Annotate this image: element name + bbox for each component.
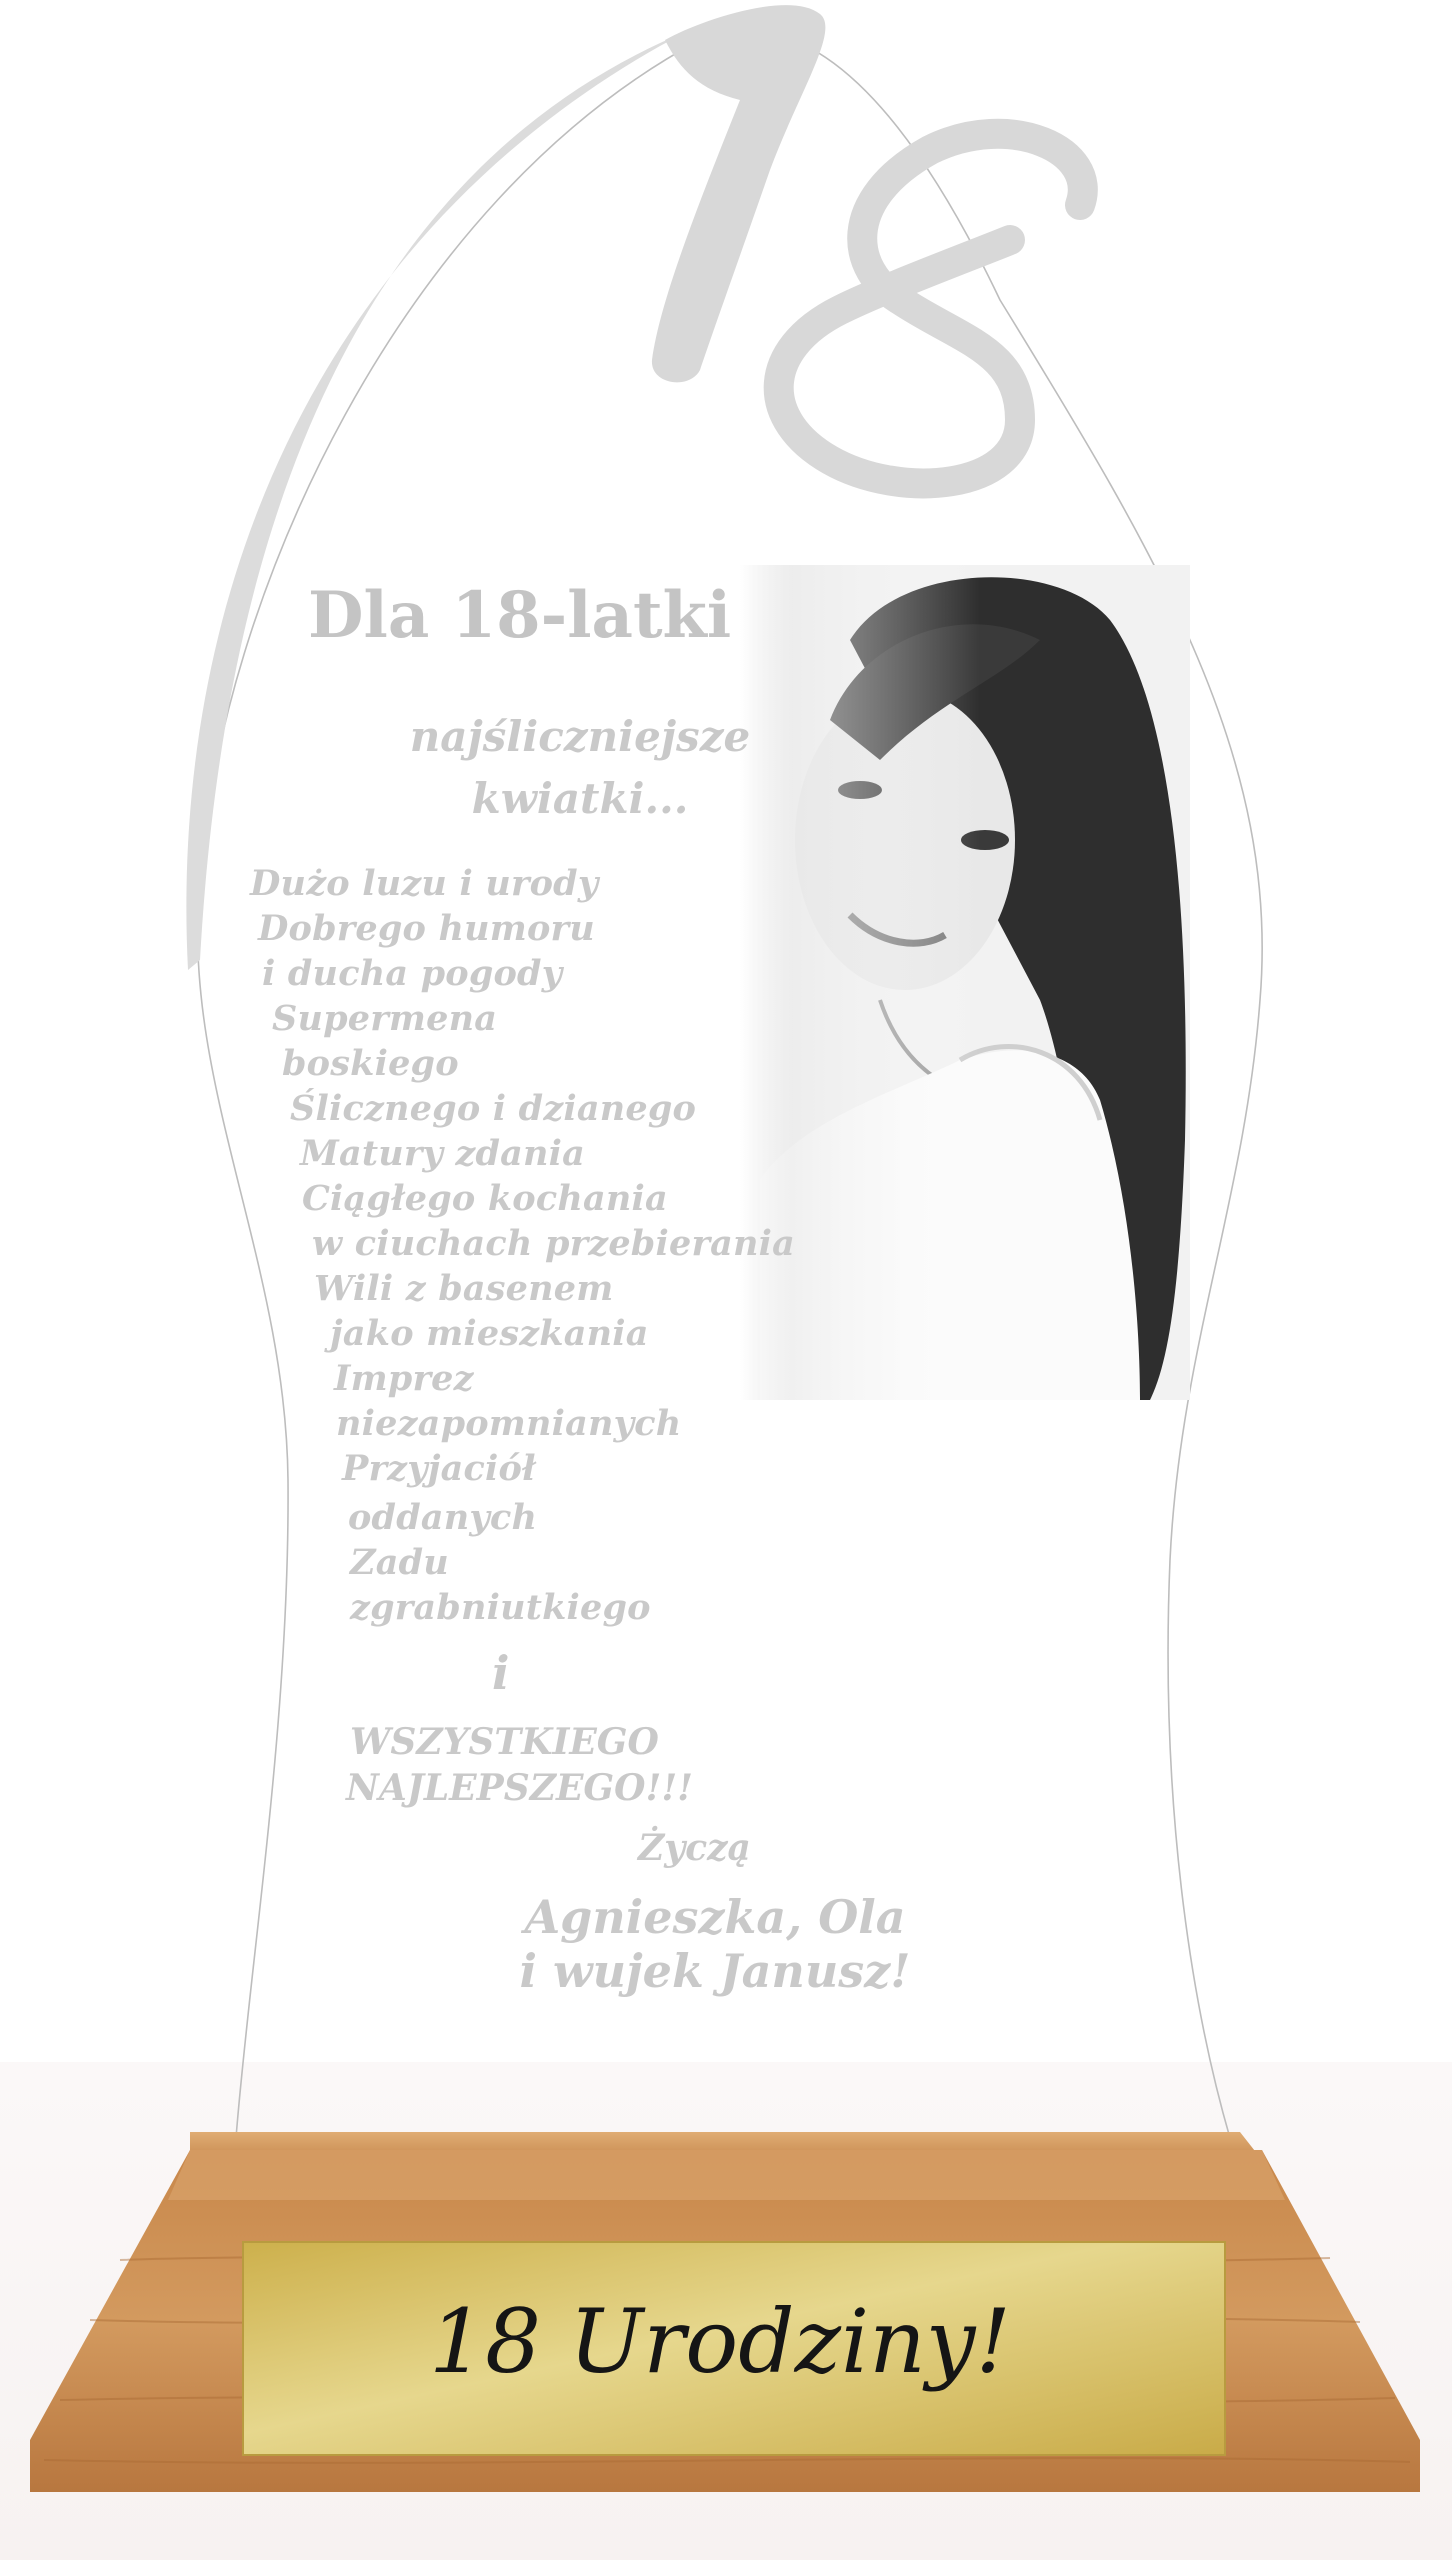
conjunction-word: i xyxy=(492,1646,510,1700)
wishes-line: WSZYSTKIEGO xyxy=(350,1721,659,1763)
subtitle-line: najśliczniejsze xyxy=(409,712,751,761)
poem-line: Ciągłego kochania xyxy=(302,1178,668,1219)
poem-line: Matury zdania xyxy=(300,1133,586,1174)
plaque-text: 18 Urodziny! xyxy=(429,2290,1011,2393)
numeral-eight-graphic xyxy=(779,134,1083,484)
signers-line: Agnieszka, Ola xyxy=(524,1890,906,1944)
portrait-photo xyxy=(740,565,1190,1400)
poem-line: niezapomnianych xyxy=(336,1403,682,1444)
poem-line: Przyjaciół xyxy=(342,1448,536,1489)
poem-line: oddanych xyxy=(348,1497,538,1538)
poem-line: Ślicznego i dzianego xyxy=(290,1088,697,1129)
signers xyxy=(480,1890,950,1998)
poem-line: Supermena xyxy=(272,998,498,1039)
award-title: Dla 18-latki xyxy=(308,578,732,653)
subtitle-line: kwiatki... xyxy=(471,774,689,823)
poem-line: boskiego xyxy=(282,1043,459,1084)
poem-line: Wili z basenem xyxy=(314,1268,614,1309)
poem-line: Imprez xyxy=(334,1358,474,1399)
poem-line: jako mieszkania xyxy=(330,1313,649,1354)
poem-line: i ducha pogody xyxy=(262,953,563,994)
poem-line: zgrabniutkiego xyxy=(350,1587,651,1628)
poem-line: Dużo luzu i urody xyxy=(250,863,599,904)
from-label: Życzą xyxy=(638,1827,751,1869)
wishes-line: NAJLEPSZEGO!!! xyxy=(346,1767,693,1809)
signers-line: i wujek Janusz! xyxy=(519,1944,911,1998)
poem-line: Zadu xyxy=(350,1542,449,1583)
poem-line: Dobrego humoru xyxy=(258,908,595,949)
award-subtitle xyxy=(360,706,800,830)
poem-line: w ciuchach przebierania xyxy=(312,1223,795,1264)
